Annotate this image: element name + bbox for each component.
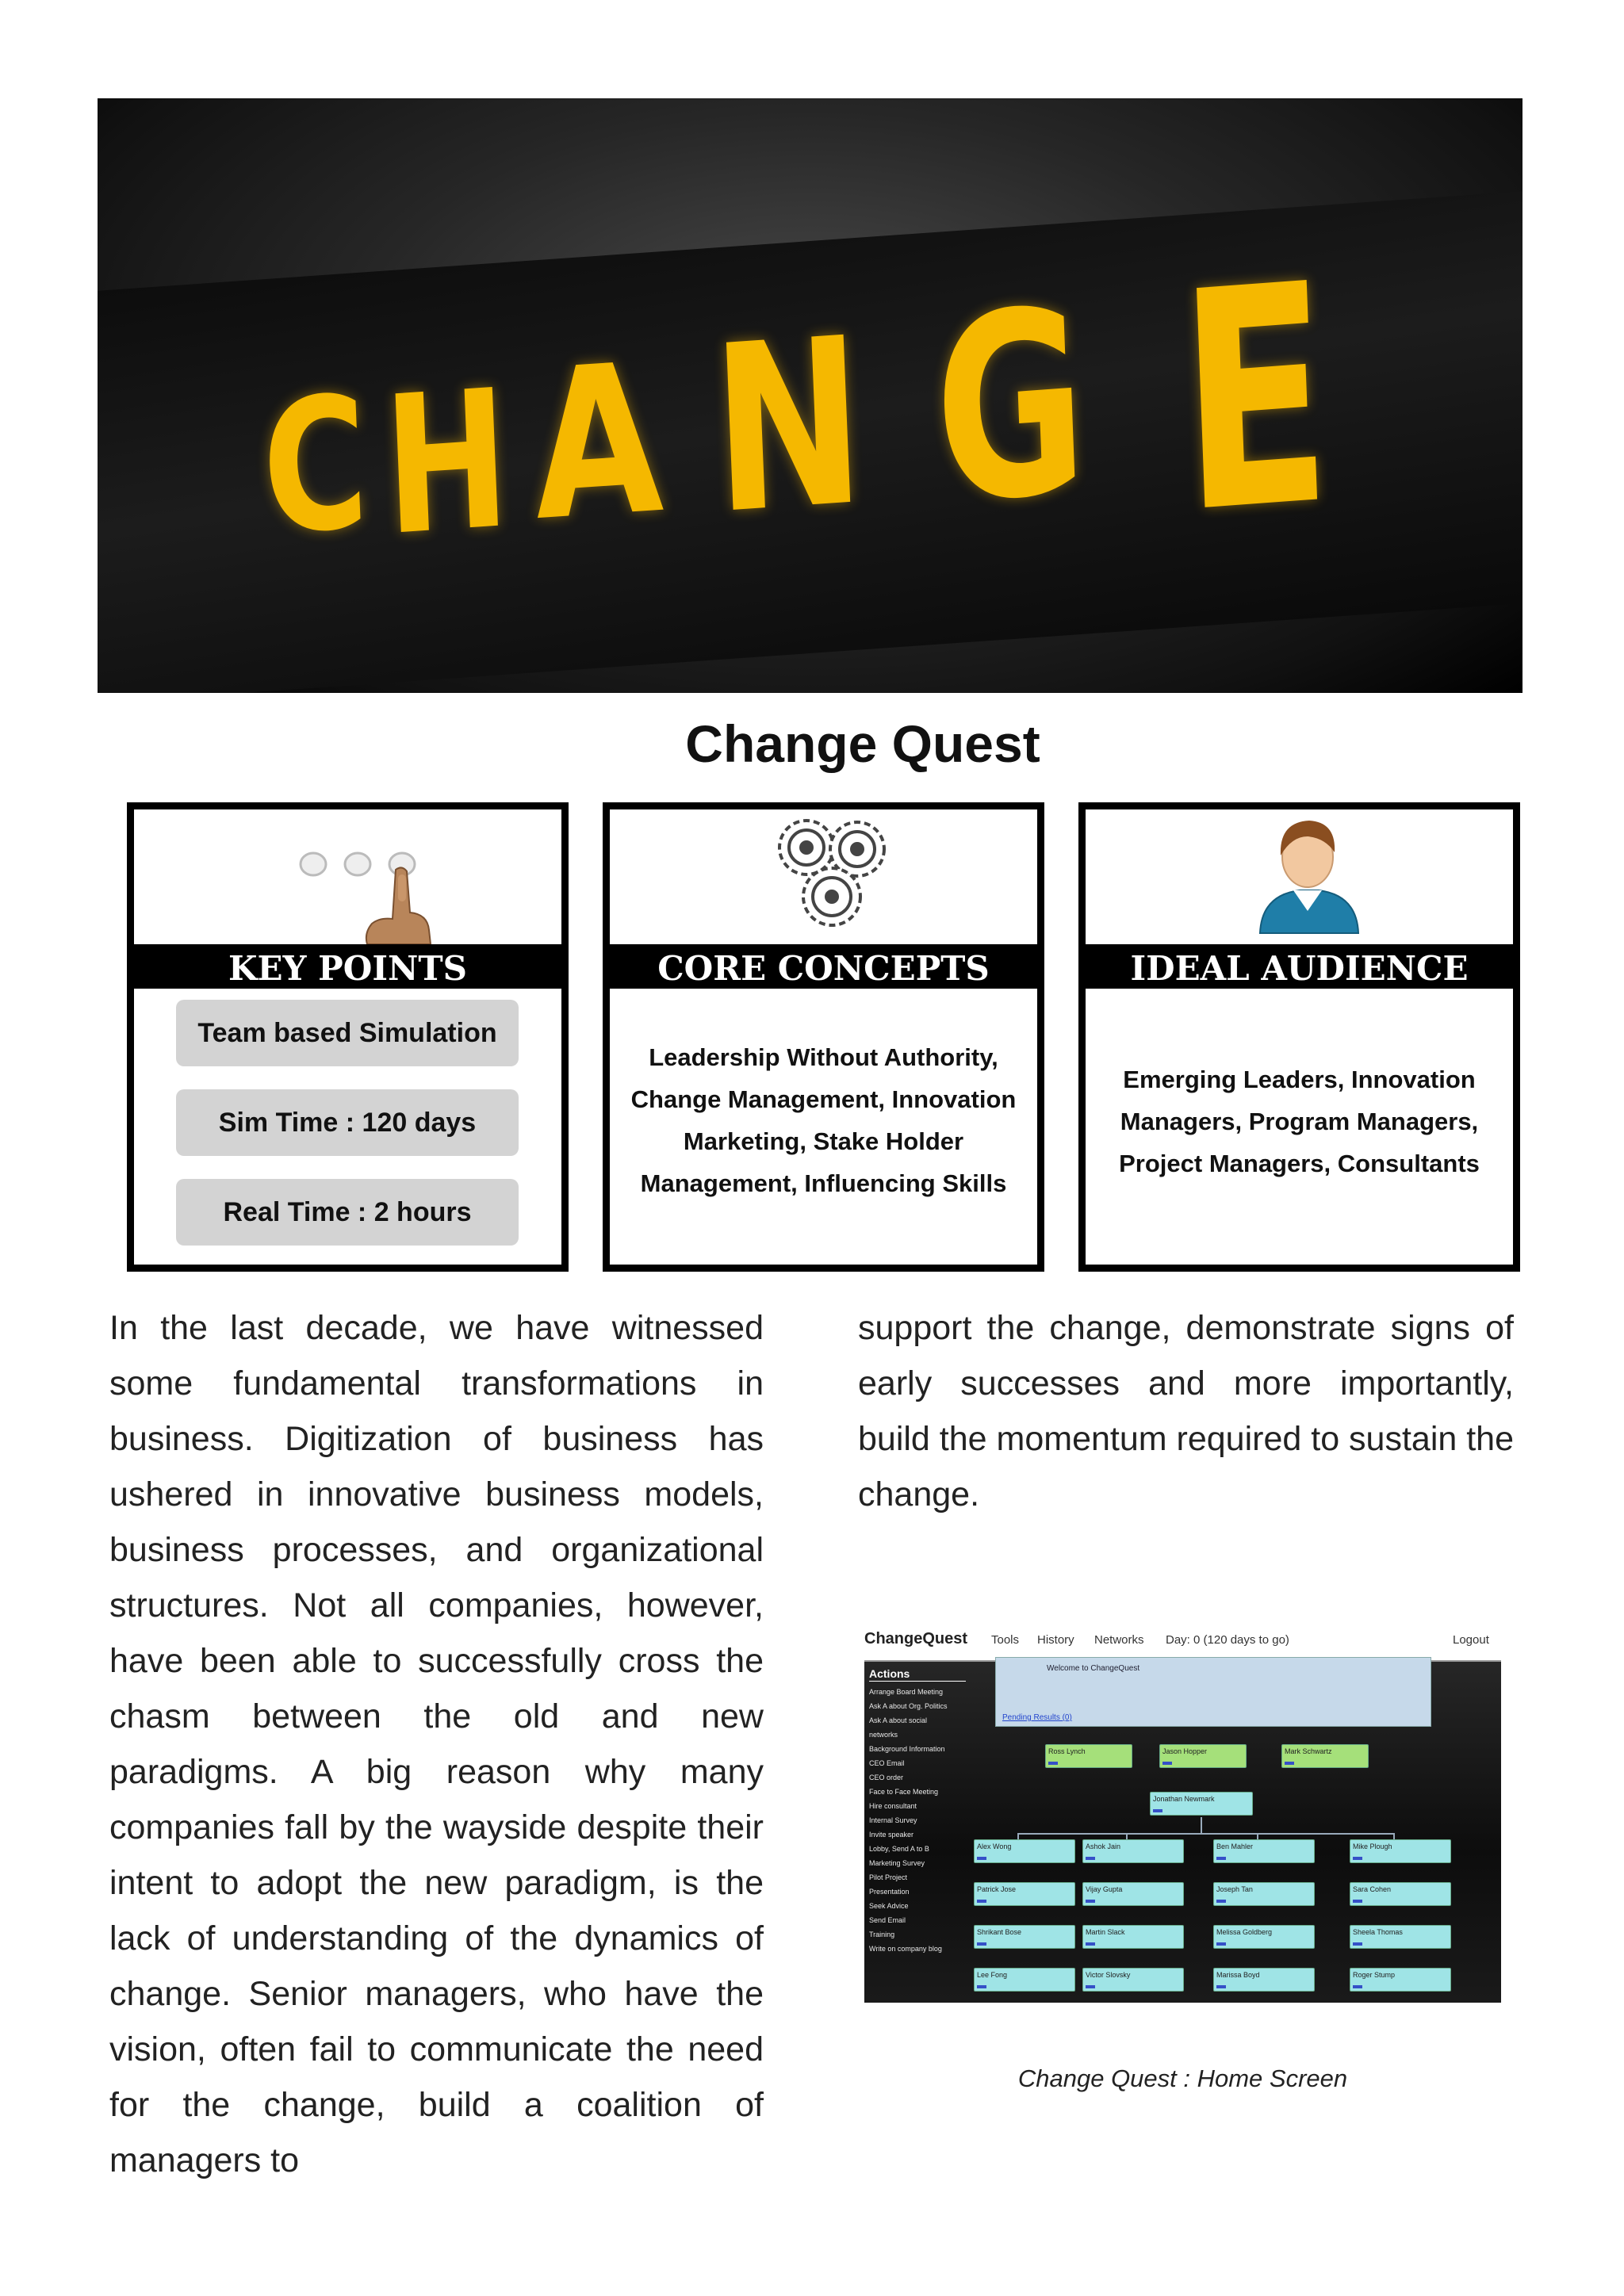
org-node[interactable] (1213, 1968, 1315, 1992)
logout-link: Logout (1453, 1633, 1489, 1647)
progress-bar (977, 1985, 986, 1988)
core-concepts-text (626, 1036, 1021, 1204)
org-node-name: Jason Hopper (1162, 1747, 1208, 1755)
org-connector (1126, 1833, 1128, 1839)
org-node[interactable] (1045, 1744, 1132, 1768)
org-node-name: Ben Mahler (1216, 1843, 1254, 1850)
org-node-name: Melissa Goldberg (1216, 1928, 1273, 1936)
progress-bar (1216, 1985, 1226, 1988)
ideal-audience-header: IDEAL AUDIENCE (1086, 944, 1513, 989)
org-node[interactable] (1082, 1839, 1184, 1863)
org-node[interactable] (1281, 1744, 1369, 1768)
org-node[interactable] (1082, 1882, 1184, 1906)
app-brand: ChangeQuest (864, 1630, 968, 1647)
action-item[interactable]: Marketing Survey (869, 1859, 925, 1867)
key-point-item: Sim Time : 120 days (176, 1089, 519, 1156)
progress-bar (1285, 1762, 1294, 1765)
gears-icon (610, 809, 1037, 944)
org-node-name: Mike Plough (1353, 1843, 1392, 1850)
org-node[interactable] (1350, 1882, 1451, 1906)
actions-panel (869, 1667, 966, 1956)
org-node-name: Joseph Tan (1216, 1885, 1253, 1893)
core-concepts-card (603, 802, 1044, 1272)
org-node-name: Sheela Thomas (1353, 1928, 1403, 1936)
progress-bar (1353, 1857, 1362, 1860)
action-item[interactable]: Lobby, Send A to B (869, 1845, 929, 1853)
org-node-name: Roger Stump (1353, 1971, 1396, 1979)
core-concept-line: Change Management, Innovation (630, 1085, 1017, 1113)
hero-letter: A (528, 319, 667, 568)
day-counter: Day: 0 (120 days to go) (1166, 1633, 1289, 1647)
org-node-name: Vijay Gupta (1086, 1885, 1123, 1893)
org-node-name: Jonathan Newmark (1153, 1795, 1215, 1803)
body-paragraph: In the last decade, we have witnessed some fundamental transformations in business. Digitization of business has ushered in innovative business models, business processes, and organizational structures. Not all companies, however, have been able to successfully cross the chasm between the old and new paradigms. A big reason why many companies fall by the wayside despite their intent to adopt the new paradigm, is the lack of understanding of the dynamics of change. Senior managers, who have the vision, often fail to communicate the need for the change, build a coalition of managers to (109, 1309, 764, 2179)
action-item[interactable]: Arrange Board Meeting (869, 1688, 944, 1696)
actions-title: Actions (869, 1667, 966, 1682)
org-connector (1017, 1833, 1393, 1835)
hero-letter: G (929, 254, 1091, 561)
org-node[interactable] (974, 1968, 1075, 1992)
screenshot-caption: Change Quest : Home Screen (1017, 2064, 1348, 2092)
welcome-panel (995, 1657, 1431, 1727)
progress-bar (1216, 1857, 1226, 1860)
org-node-name: Sara Cohen (1353, 1885, 1392, 1893)
progress-bar (1353, 1900, 1362, 1903)
org-node[interactable] (1159, 1744, 1247, 1768)
audience-line: Project Managers, Consultants (1119, 1150, 1480, 1177)
audience-line: Managers, Program Managers, (1120, 1108, 1479, 1135)
hero-image (98, 98, 1522, 693)
touch-icon (134, 809, 561, 944)
key-point-item: Team based Simulation (176, 1000, 519, 1066)
org-node-name: Shrikant Bose (977, 1928, 1022, 1936)
action-item[interactable]: networks (869, 1731, 898, 1739)
progress-bar (1353, 1985, 1362, 1988)
action-item[interactable]: Write on company blog (869, 1945, 942, 1953)
org-node[interactable] (974, 1839, 1075, 1863)
action-item[interactable]: Presentation (869, 1888, 910, 1896)
org-node-name: Martin Slack (1086, 1928, 1125, 1936)
org-node-name: Ross Lynch (1048, 1747, 1086, 1755)
action-item[interactable]: Face to Face Meeting (869, 1788, 939, 1796)
progress-bar (1048, 1762, 1058, 1765)
action-item[interactable]: Ask A about social (869, 1716, 928, 1724)
org-node[interactable] (1213, 1925, 1315, 1949)
org-connector (1393, 1833, 1395, 1839)
progress-bar (1353, 1942, 1362, 1946)
org-node[interactable] (1213, 1882, 1315, 1906)
action-item[interactable]: Internal Survey (869, 1816, 917, 1824)
body-left-column (109, 1300, 764, 2188)
progress-bar (1162, 1762, 1172, 1765)
org-node[interactable] (1350, 1968, 1451, 1992)
welcome-text: Welcome to ChangeQuest (1047, 1664, 1140, 1673)
key-points-card (127, 802, 569, 1272)
hero-letter: N (707, 288, 869, 566)
org-node[interactable] (1082, 1925, 1184, 1949)
core-concept-line: Leadership Without Authority, (649, 1043, 998, 1071)
org-node[interactable] (1082, 1968, 1184, 1992)
action-item[interactable]: Training (869, 1931, 895, 1938)
action-item[interactable]: CEO order (869, 1774, 904, 1781)
progress-bar (1216, 1900, 1226, 1903)
menu-networks: Networks (1094, 1633, 1144, 1647)
progress-bar (977, 1900, 986, 1903)
org-connector (1257, 1833, 1258, 1839)
progress-bar (1086, 1985, 1095, 1988)
progress-bar (1216, 1942, 1226, 1946)
org-node-name: Victor Slovsky (1086, 1971, 1131, 1979)
key-point-item: Real Time : 2 hours (176, 1179, 519, 1246)
hero-letter: C (259, 357, 372, 576)
org-node-name: Alex Wong (977, 1843, 1012, 1850)
org-connector (1017, 1833, 1019, 1839)
org-node[interactable] (1213, 1839, 1315, 1863)
org-node[interactable] (1350, 1925, 1451, 1949)
org-node-name: Mark Schwartz (1285, 1747, 1332, 1755)
body-paragraph: support the change, demonstrate signs of early successes and more importantly, build the momentum required to sustain the change. (858, 1309, 1515, 1513)
ideal-audience-card (1078, 802, 1520, 1272)
action-item[interactable]: Pilot Project (869, 1873, 908, 1881)
action-item[interactable]: Invite speaker (869, 1831, 914, 1839)
action-item[interactable]: CEO Email (869, 1759, 905, 1767)
org-node[interactable] (974, 1882, 1075, 1906)
body-right-column (858, 1300, 1514, 1522)
hero-letter: E (1174, 218, 1336, 580)
hero-letter: H (380, 347, 514, 579)
org-node-name: Lee Fong (977, 1971, 1008, 1979)
progress-bar (977, 1857, 986, 1860)
org-node[interactable] (1350, 1839, 1451, 1863)
org-node-name: Marissa Boyd (1216, 1971, 1260, 1979)
org-node-name: Patrick Jose (977, 1885, 1017, 1893)
person-icon (1086, 809, 1513, 944)
pending-results-link: Pending Results (0) (1002, 1713, 1072, 1722)
audience-line: Emerging Leaders, Innovation (1123, 1066, 1476, 1093)
menu-tools: Tools (991, 1633, 1020, 1647)
hero-word (248, 218, 1438, 661)
progress-bar (1086, 1900, 1095, 1903)
org-node[interactable] (974, 1925, 1075, 1949)
key-points-header: KEY POINTS (134, 944, 561, 989)
core-concepts-header: CORE CONCEPTS (610, 944, 1037, 989)
org-node-name: Ashok Jain (1086, 1843, 1121, 1850)
page-title: Change Quest (685, 714, 1040, 773)
action-item[interactable]: Background Information (869, 1745, 945, 1753)
progress-bar (1086, 1857, 1095, 1860)
progress-bar (977, 1942, 986, 1946)
core-concept-line: Management, Influencing Skills (640, 1169, 1007, 1197)
progress-bar (1153, 1809, 1162, 1812)
org-connector (1201, 1817, 1202, 1833)
org-node[interactable] (1150, 1792, 1253, 1816)
home-screen-screenshot (864, 1625, 1501, 2003)
action-item[interactable]: Hire consultant (869, 1802, 917, 1810)
progress-bar (1086, 1942, 1095, 1946)
core-concept-line: Marketing, Stake Holder (683, 1127, 964, 1155)
action-item[interactable]: Seek Advice (869, 1902, 909, 1910)
ideal-audience-text (1101, 1058, 1497, 1184)
action-item[interactable]: Send Email (869, 1916, 906, 1924)
action-item[interactable]: Ask A about Org. Politics (869, 1702, 948, 1710)
menu-history: History (1037, 1633, 1074, 1647)
